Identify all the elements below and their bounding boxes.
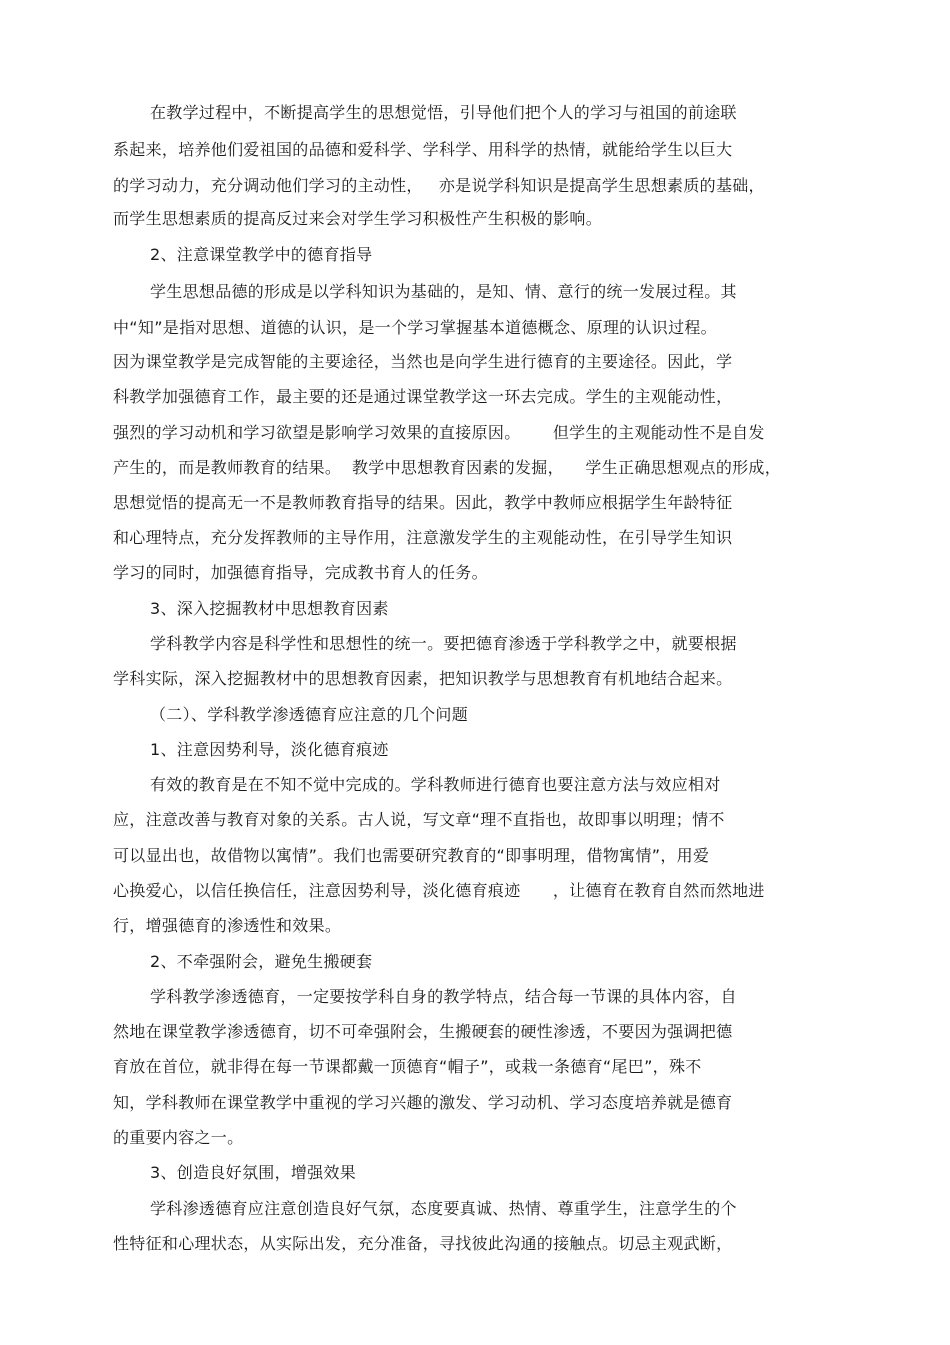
text-line: 然地在课堂教学渗透德育，切不可牵强附会，生搬硬套的硬性渗透，不要因为强调把德 <box>113 1022 733 1041</box>
text-line: 在教学过程中，不断提高学生的思想觉悟，引导他们把个人的学习与祖国的前途联 <box>150 103 737 122</box>
text-line: 学科渗透德育应注意创造良好气氛，态度要真诚、热情、尊重学生，注意学生的个 <box>150 1199 737 1218</box>
text-line: 的学习动力，充分调动他们学习的主动性， 亦是说学科知识是提高学生思想素质的基础， <box>113 176 765 195</box>
text-line: 育放在首位，就非得在每一节课都戴一顶德育“帽子”，或栽一条德育“尾巴”，殊不 <box>113 1057 702 1076</box>
section-heading: 1、注意因势利导，淡化德育痕迹 <box>150 740 389 759</box>
text-line: 系起来，培养他们爱祖国的品德和爱科学、学科学、用科学的热情，就能给学生以巨大 <box>113 140 733 159</box>
text-line: 行，增强德育的渗透性和效果。 <box>113 916 342 935</box>
text-line: 学习的同时，加强德育指导，完成教书育人的任务。 <box>113 563 488 582</box>
section-heading: 3、深入挖掘教材中思想教育因素 <box>150 599 389 618</box>
text-line: 因为课堂教学是完成智能的主要途径，当然也是向学生进行德育的主要途径。因此，学 <box>113 352 733 371</box>
text-line: 有效的教育是在不知不觉中完成的。学科教师进行德育也要注意方法与效应相对 <box>150 775 721 794</box>
text-line: 学生思想品德的形成是以学科知识为基础的，是知、情、意行的统一发展过程。其 <box>150 282 737 301</box>
text-line: 学科实际，深入挖掘教材中的思想教育因素，把知识教学与思想教育有机地结合起来。 <box>113 669 733 688</box>
text-line: 知，学科教师在课堂教学中重视的学习兴趣的激发、学习动机、学习态度培养就是德育 <box>113 1093 733 1112</box>
text-line: 而学生思想素质的提高反过来会对学生学习积极性产生积极的影响。 <box>113 209 603 228</box>
section-heading: 2、不牵强附会，避免生搬硬套 <box>150 952 373 971</box>
section-heading: 2、注意课堂教学中的德育指导 <box>150 245 373 264</box>
text-line: 的重要内容之一。 <box>113 1128 244 1147</box>
text-line: 心换爱心，以信任换信任，注意因势利导，淡化德育痕迹 ，让德育在教育自然而然地进 <box>113 881 765 900</box>
text-line: 性特征和心理状态，从实际出发，充分准备，寻找彼此沟通的接触点。切忌主观武断， <box>113 1234 733 1253</box>
text-line: 中“知”是指对思想、道德的认识，是一个学习掌握基本道德概念、原理的认识过程。 <box>113 318 717 337</box>
text-line: 和心理特点，充分发挥教师的主导作用，注意激发学生的主观能动性，在引导学生知识 <box>113 528 733 547</box>
text-line: 应，注意改善与教育对象的关系。古人说，写文章“理不直指也，故即事以明理；情不 <box>113 810 725 829</box>
text-line: 可以显出也，故借物以寓情”。我们也需要研究教育的“即事明理，借物寓情”，用爱 <box>113 846 710 865</box>
text-line: 强烈的学习动机和学习欲望是影响学习效果的直接原因。 但学生的主观能动性不是自发 <box>113 423 765 442</box>
text-line: 产生的，而是教师教育的结果。 教学中思想教育因素的发掘， 学生正确思想观点的形成， <box>113 458 782 477</box>
text-line: 学科教学渗透德育，一定要按学科自身的教学特点，结合每一节课的具体内容，自 <box>150 987 737 1006</box>
text-line: 思想觉悟的提高无一不是教师教育指导的结果。因此，教学中教师应根据学生年龄特征 <box>113 493 733 512</box>
section-heading: （二）、学科教学渗透德育应注意的几个问题 <box>150 705 469 724</box>
text-line: 学科教学内容是科学性和思想性的统一。要把德育渗透于学科教学之中，就要根据 <box>150 634 737 653</box>
section-heading: 3、创造良好氛围，增强效果 <box>150 1163 357 1182</box>
text-line: 科教学加强德育工作，最主要的还是通过课堂教学这一环去完成。学生的主观能动性， <box>113 387 733 406</box>
